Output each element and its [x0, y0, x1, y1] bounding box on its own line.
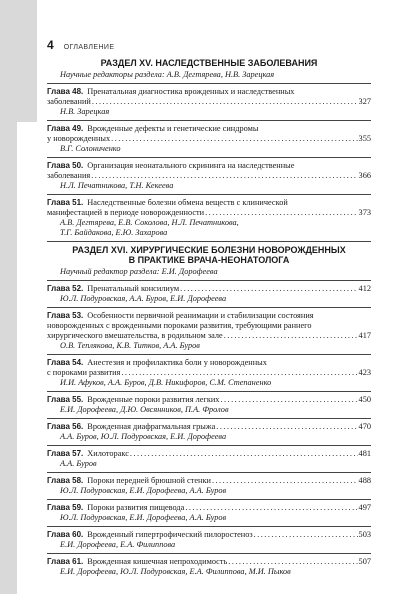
toc-entry-chapter-60[interactable]: [47, 530, 371, 550]
chapter-page: 497: [358, 502, 371, 512]
divider: [47, 445, 371, 446]
leader-dots: [92, 97, 358, 107]
leader-dots: [180, 284, 357, 294]
divider: [47, 354, 371, 355]
leader-dots: [121, 368, 357, 378]
toc-entry-chapter-61[interactable]: [47, 557, 371, 577]
chapter-title: Врожденная кишечная непроходимость: [87, 556, 228, 566]
chapter-page: 450: [358, 394, 371, 404]
chapter-authors: Е.И. Дорофеева, Ю.Л. Подуровская, Е.А. Филиппова, М.И. Пыков: [60, 566, 291, 576]
chapter-title: Анестезия и профилактика боли у новорожденных: [87, 357, 267, 367]
divider: [47, 526, 371, 527]
chapter-label: Глава 52.: [47, 283, 84, 293]
section-title: РАЗДЕЛ XVI. ХИРУРГИЧЕСКИЕ БОЛЕЗНИ НОВОРОЖДЕННЫХ: [72, 244, 346, 255]
chapter-label: Глава 59.: [47, 502, 84, 512]
toc-entry-chapter-55[interactable]: [47, 395, 371, 415]
page-corner-tab: [0, 0, 37, 122]
leader-dots: [111, 134, 357, 144]
chapter-title-cont: заболеваний: [47, 96, 91, 106]
page-number: 4: [47, 38, 54, 52]
toc-entry-chapter-51[interactable]: [47, 198, 371, 238]
chapter-title: Врожденные дефекты и генетические синдромы: [87, 123, 259, 133]
toc-entry-chapter-56[interactable]: [47, 422, 371, 442]
leader-dots: [220, 395, 357, 405]
chapter-title: Пороки развития пищевода: [87, 502, 185, 512]
leader-dots: [228, 557, 357, 567]
chapter-authors: Ю.Л. Подуровская, А.А. Буров, Е.И. Дорофеева: [60, 293, 227, 303]
chapter-authors: Ю.Л. Подуровская, Е.И. Дорофеева, А.А. Буров: [60, 512, 227, 522]
chapter-title: Особенности первичной реанимации и стабилизации состояния: [87, 310, 314, 320]
chapter-title-cont2: хирургического вмешательства, в родильном зале: [47, 330, 223, 340]
chapter-authors: В.Г. Солониченко: [60, 143, 121, 153]
divider: [47, 391, 371, 392]
chapter-authors: О.В. Теплякова, К.В. Титков, А.А. Буров: [60, 340, 200, 350]
chapter-label: Глава 61.: [47, 556, 84, 566]
chapter-page: 507: [358, 556, 371, 566]
chapter-title-cont: у новорожденных: [47, 133, 111, 143]
chapter-authors: А.А. Буров: [60, 458, 97, 468]
chapter-label: Глава 57.: [47, 448, 84, 458]
table-of-contents: [47, 58, 371, 577]
leader-dots: [254, 530, 358, 540]
leader-dots: [91, 171, 357, 181]
chapter-page: 373: [358, 207, 371, 217]
chapter-page: 481: [358, 448, 371, 458]
section-xvi: [47, 245, 371, 277]
chapter-label: Глава 50.: [47, 160, 84, 170]
chapter-title-cont: с пороками развития: [47, 367, 121, 377]
chapter-page: 423: [358, 367, 371, 377]
chapter-label: Глава 60.: [47, 529, 84, 539]
page-header: [47, 38, 114, 52]
leader-dots: [130, 449, 358, 459]
chapter-authors: Н.Л. Печатникова, Т.Н. Кекеева: [60, 180, 174, 190]
chapter-title: Пренатальная диагностика врожденных и наследственных: [87, 86, 295, 96]
chapter-label: Глава 55.: [47, 394, 84, 404]
chapter-page: 488: [358, 475, 371, 485]
toc-entry-chapter-50[interactable]: [47, 161, 371, 191]
divider: [47, 194, 371, 195]
chapter-label: Глава 48.: [47, 86, 84, 96]
toc-entry-chapter-48[interactable]: [47, 87, 371, 117]
divider: [47, 418, 371, 419]
chapter-page: 503: [358, 529, 371, 539]
chapter-label: Глава 49.: [47, 123, 84, 133]
toc-entry-chapter-52[interactable]: [47, 284, 371, 304]
toc-entry-chapter-53[interactable]: [47, 311, 371, 351]
chapter-title: Врожденный гипертрофический пилоростеноз: [87, 529, 253, 539]
chapter-label: Глава 56.: [47, 421, 84, 431]
chapter-authors: А.А. Буров, Ю.Л. Подуровская, Е.И. Дорофеева: [60, 431, 227, 441]
section-xv: [47, 58, 371, 80]
chapter-authors: И.И. Афуков, А.А. Буров, Д.В. Никифоров, С.М. Степаненко: [60, 377, 272, 387]
divider: [47, 553, 371, 554]
leader-dots: [212, 476, 358, 486]
toc-entry-chapter-59[interactable]: [47, 503, 371, 523]
divider: [47, 307, 371, 308]
chapter-page: 470: [358, 421, 371, 431]
chapter-authors: Е.И. Дорофеева, Д.Ю. Овсянников, П.А. Фролов: [60, 404, 229, 414]
chapter-label: Глава 53.: [47, 310, 84, 320]
section-editors: Научный редактор раздела: Е.И. Дорофеева: [60, 266, 218, 276]
chapter-authors: Н.В. Зарецкая: [60, 106, 110, 116]
toc-entry-chapter-58[interactable]: [47, 476, 371, 496]
chapter-title: Хилоторакс: [87, 448, 129, 458]
chapter-authors-cont: Т.Г. Байдакова, Е.Ю. Захарова: [60, 227, 168, 237]
chapter-title-cont: манифестацией в периоде новорожденности: [47, 207, 205, 217]
chapter-title-cont: заболевания: [47, 170, 91, 180]
divider: [47, 472, 371, 473]
chapter-label: Глава 58.: [47, 475, 84, 485]
leader-dots: [205, 208, 357, 218]
chapter-title: Врожденные пороки развития легких: [87, 394, 220, 404]
leader-dots: [224, 331, 358, 341]
toc-entry-chapter-54[interactable]: [47, 358, 371, 388]
chapter-page: 355: [358, 133, 371, 143]
chapter-title-cont: новорожденных с врожденными пороками развития, требующими раннего: [47, 320, 312, 330]
chapter-label: Глава 51.: [47, 197, 84, 207]
divider: [47, 499, 371, 500]
section-editors: Научные редакторы раздела: А.В. Дегтярева, Н.В. Зарецкая: [60, 69, 275, 79]
chapter-page: 417: [358, 330, 371, 340]
chapter-title: Организация неонатального скрининга на наследственные: [87, 160, 295, 170]
chapter-title: Пренатальный консилиум: [87, 283, 180, 293]
divider: [47, 280, 371, 281]
toc-entry-chapter-49[interactable]: [47, 124, 371, 154]
chapter-title: Пороки передней брюшной стенки: [87, 475, 211, 485]
chapter-label: Глава 54.: [47, 357, 84, 367]
chapter-authors: А.В. Дегтярева, Е.В. Соколова, Н.Л. Печатникова,: [60, 217, 239, 227]
divider: [47, 120, 371, 121]
section-title: РАЗДЕЛ XV. НАСЛЕДСТВЕННЫЕ ЗАБОЛЕВАНИЯ: [100, 58, 318, 68]
divider: [47, 241, 371, 242]
toc-entry-chapter-57[interactable]: [47, 449, 371, 469]
chapter-page: 412: [358, 283, 371, 293]
chapter-authors: Е.И. Дорофеева, Е.А. Филиппова: [60, 539, 176, 549]
chapter-title: Наследственные болезни обмена веществ с клинической: [87, 197, 288, 207]
divider: [47, 157, 371, 158]
chapter-page: 327: [358, 96, 371, 106]
leader-dots: [185, 503, 357, 513]
running-head: ОГЛАВЛЕНИЕ: [63, 44, 115, 51]
leader-dots: [216, 422, 357, 432]
chapter-page: 366: [358, 170, 371, 180]
chapter-title: Врожденная диафрагмальная грыжа: [87, 421, 216, 431]
section-title-cont: В ПРАКТИКЕ ВРАЧА-НЕОНАТОЛОГА: [128, 255, 290, 265]
chapter-authors: Ю.Л. Подуровская, Е.И. Дорофеева, А.А. Буров: [60, 485, 227, 495]
divider: [47, 83, 371, 84]
